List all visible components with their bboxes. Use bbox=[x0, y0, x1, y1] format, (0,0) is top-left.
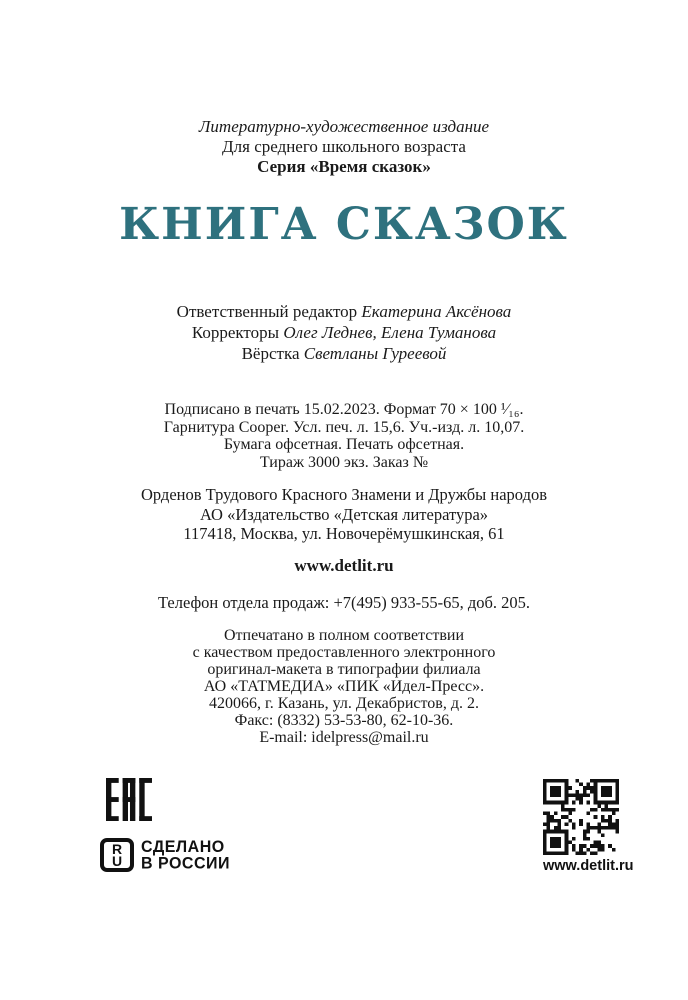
credits-block bbox=[0, 301, 688, 364]
made-in-russia-line1: СДЕЛАНО bbox=[141, 837, 225, 856]
printing-house-line: E-mail: idelpress@mail.ru bbox=[259, 728, 429, 746]
credit-role: Вёрстка bbox=[241, 344, 300, 363]
print-info-line: Бумага офсетная. Печать офсетная. bbox=[223, 436, 465, 453]
credit-name: Светланы Гуреевой bbox=[303, 344, 447, 363]
publisher-line: АО «Издательство «Детская литература» bbox=[199, 504, 489, 524]
credit-role: Ответственный редактор bbox=[176, 302, 358, 321]
sales-phone: Телефон отдела продаж: +7(495) 933-55-65, доб. 205. bbox=[157, 592, 531, 612]
made-in-russia-logo bbox=[100, 838, 230, 872]
made-in-russia-badge-icon bbox=[100, 838, 134, 872]
qr-caption: www.detlit.ru bbox=[543, 858, 634, 874]
printing-house-line: оригинал-макета в типографии филиала bbox=[207, 660, 481, 678]
credit-line bbox=[0, 343, 688, 364]
series-name: Серия «Время сказок» bbox=[257, 157, 431, 176]
age-note: Для среднего школьного возраста bbox=[222, 137, 466, 156]
printing-house-line: АО «ТАТМЕДИА» «ПИК «Идел-Пресс». bbox=[203, 677, 485, 695]
book-title: КНИГА СКАЗОК bbox=[119, 199, 569, 250]
credit-line bbox=[0, 322, 688, 343]
badge-letter-r: R bbox=[111, 841, 123, 857]
publisher-website: www.detlit.ru bbox=[294, 555, 394, 575]
made-in-russia-line2: В РОССИИ bbox=[141, 853, 231, 872]
eac-certification-icon bbox=[106, 778, 152, 822]
printing-house-block bbox=[0, 627, 688, 746]
publisher-line: 117418, Москва, ул. Новочерёмушкинская, 61 bbox=[183, 524, 505, 543]
publisher-line: Орденов Трудового Красного Знамени и Дружбы народов bbox=[140, 485, 548, 504]
printing-house-line: с качеством предоставленного электронного bbox=[192, 643, 496, 661]
print-info-line: Тираж 3000 экз. Заказ № bbox=[259, 453, 429, 471]
credit-line bbox=[0, 301, 688, 322]
badge-letter-u: U bbox=[111, 853, 123, 869]
credit-name: Екатерина Аксёнова bbox=[361, 302, 512, 321]
qr-code-icon bbox=[543, 779, 619, 855]
print-info-line: Подписано в печать 15.02.2023. Формат 70 × 100 ¹⁄₁₆. bbox=[164, 401, 524, 418]
credit-name: Олег Леднев, Елена Туманова bbox=[283, 323, 497, 342]
print-info-block bbox=[0, 401, 688, 471]
edition-type: Литературно-художественное издание bbox=[198, 117, 490, 136]
printing-house-line: 420066, г. Казань, ул. Декабристов, д. 2. bbox=[208, 694, 479, 712]
qr-block bbox=[543, 779, 634, 874]
print-info-line: Гарнитура Cooper. Усл. печ. л. 15,6. Уч.-изд. л. 10,07. bbox=[163, 418, 525, 436]
made-in-russia-text bbox=[141, 839, 230, 872]
printing-house-line: Отпечатано в полном соответствии bbox=[223, 626, 465, 644]
printing-house-line: Факс: (8332) 53-53-80, 62-10-36. bbox=[234, 711, 454, 729]
publisher-block bbox=[0, 485, 688, 544]
edition-info-block bbox=[0, 0, 688, 177]
credit-role: Корректоры bbox=[191, 323, 280, 342]
